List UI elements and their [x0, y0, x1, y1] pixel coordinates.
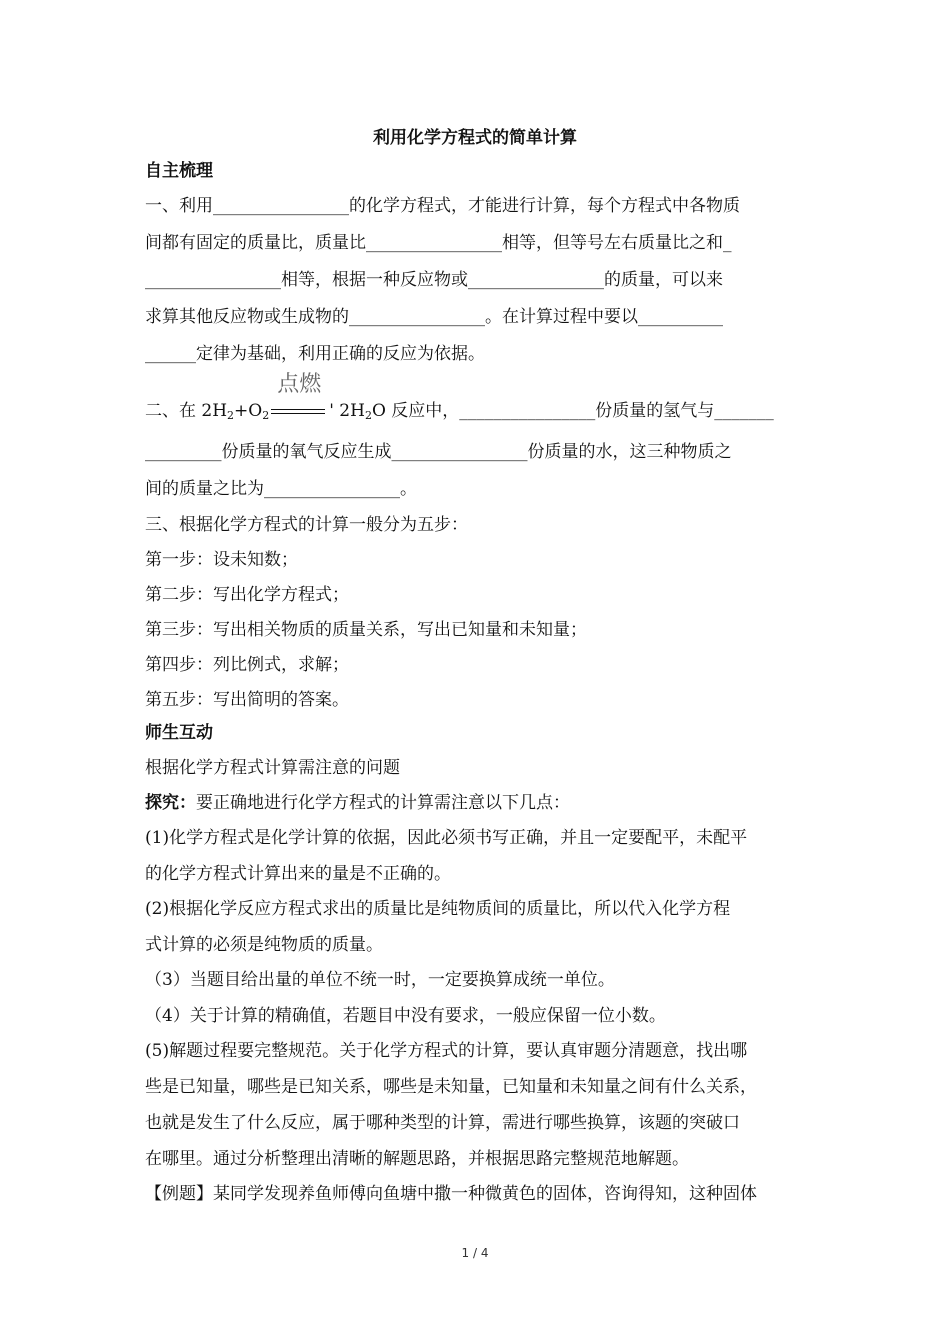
paragraph-line: ______定律为基础，利用正确的反应为依据。: [145, 344, 485, 364]
equation-line: [145, 372, 810, 422]
paragraph-line: 求算其他反应物或生成物的________________。在计算过程中要以__________: [145, 307, 723, 327]
eq-suffix: O 反应中，________________份质量的氢气与_______: [371, 401, 774, 421]
eq-subscript: 2: [364, 409, 372, 422]
eq-prefix: 二、在 2H: [145, 401, 228, 421]
section-heading-interaction: 师生互动: [145, 723, 213, 743]
paragraph-line: ________________相等，根据一种反应物或________________的质量，可以来: [145, 270, 723, 290]
note-line: （3）当题目给出量的单位不统一时，一定要换算成统一单位。: [145, 970, 615, 990]
explore-label: 探究：: [145, 793, 196, 813]
reaction-condition: 点燃: [277, 372, 322, 397]
page-title: 利用化学方程式的简单计算: [373, 128, 577, 148]
note-line: 些是已知量，哪些是已知关系，哪些是未知量，已知量和未知量之间有什么关系，: [145, 1077, 757, 1097]
eq-subscript: 2: [262, 409, 270, 422]
explore-text: 要正确地进行化学方程式的计算需注意以下几点：: [196, 793, 570, 813]
step-item: 第五步：写出简明的答案。: [145, 690, 349, 710]
eq-plus-o: +O: [234, 401, 263, 421]
example-label: 【例题】: [145, 1184, 213, 1204]
paragraph-line: 间都有固定的质量比，质量比________________相等，但等号左右质量比之和_: [145, 233, 732, 253]
step-item: 第三步：写出相关物质的质量关系，写出已知量和未知量；: [145, 620, 587, 640]
note-line: (2)根据化学反应方程式求出的质量比是纯物质间的质量比，所以代入化学方程: [145, 899, 731, 919]
explore-paragraph: [145, 792, 810, 814]
note-line: (1)化学方程式是化学计算的依据，因此必须书写正确，并且一定要配平，未配平: [145, 828, 748, 848]
eq-product: ' 2H: [329, 401, 365, 421]
step-intro: 三、根据化学方程式的计算一般分为五步：: [145, 515, 468, 535]
example-text: 某同学发现养鱼师傅向鱼塘中撒一种微黄色的固体，咨询得知，这种固体: [213, 1184, 757, 1204]
paragraph-line: _________份质量的氧气反应生成________________份质量的水，这三种物质之: [145, 442, 732, 462]
paragraph-line: 间的质量之比为________________。: [145, 479, 417, 499]
page-number: 1 / 4: [461, 1246, 489, 1260]
note-line: （4）关于计算的精确值，若题目中没有要求，一般应保留一位小数。: [145, 1006, 666, 1026]
paragraph-line: 一、利用________________的化学方程式，才能进行计算，每个方程式中各物质: [145, 196, 740, 216]
note-line: 的化学方程式计算出来的量是不正确的。: [145, 864, 451, 884]
note-line: 式计算的必须是纯物质的质量。: [145, 935, 383, 955]
step-item: 第四步：列比例式，求解；: [145, 655, 349, 675]
note-line: 也就是发生了什么反应，属于哪种类型的计算，需进行哪些换算，该题的突破口: [145, 1113, 740, 1133]
step-item: 第二步：写出化学方程式；: [145, 585, 349, 605]
note-line: (5)解题过程要完整规范。关于化学方程式的计算，要认真审题分清题意，找出哪: [145, 1041, 748, 1061]
step-item: 第一步：设未知数；: [145, 550, 298, 570]
example-paragraph: [145, 1183, 810, 1205]
reaction-equals-sign: [269, 372, 329, 422]
note-line: 在哪里。通过分析整理出清晰的解题思路，并根据思路完整规范地解题。: [145, 1149, 689, 1169]
eq-subscript: 2: [227, 409, 235, 422]
section-heading-self-review: 自主梳理: [145, 161, 213, 181]
section-subtitle: 根据化学方程式计算需注意的问题: [145, 758, 400, 778]
